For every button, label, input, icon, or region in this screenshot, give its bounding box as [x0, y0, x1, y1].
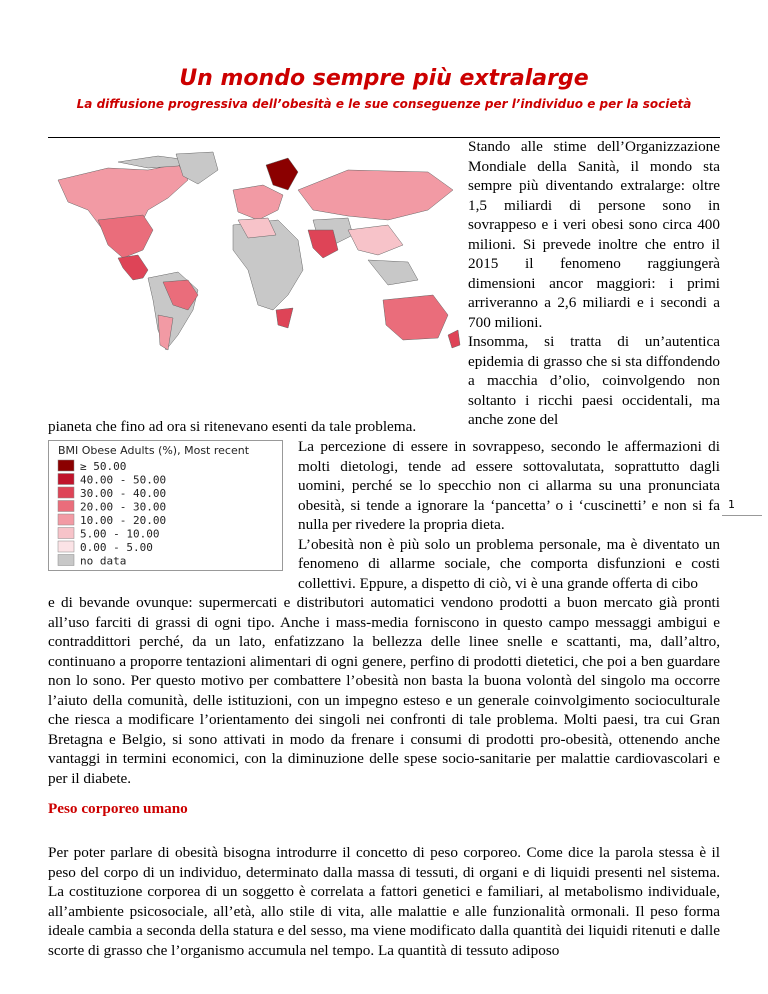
legend-label: ≥ 50.00 [80, 460, 127, 473]
map-legend [48, 440, 283, 571]
legend-label: 5.00 - 10.00 [80, 527, 160, 541]
paragraph-intro: Stando alle stime dell’Organizzazione Mondiale della Sanità, il mondo sta sempre più diventando extralarge: oltre 1,5 miliardi di persone sono in sovrappeso e i veri obesi sono circa 400 milioni. Si prevede inoltre che entro il 2015 il fenomeno raggiungerà dimensioni ancor maggiori: i primi arriveranno a 2,6 miliardi e i secondi a 700 milioni. [468, 138, 720, 331]
legend-swatch [58, 460, 74, 471]
paragraph-epidemic-end: pianeta che fino ad ora si ritenevano esenti da tale problema. [48, 418, 417, 435]
paragraph-perception: La percezione di essere in sovrappeso, secondo le affermazioni di molti dietologi, tende ad essere sottovalutata, soprattutto dagli uomini, perché se lo specchio non ci allarma su una pronunciata obesità, si tende a ignorare la ‘pancetta’ o i ‘cuscinetti’ e non si fa nulla per rivedere la propria dieta. [298, 438, 720, 533]
section-body: Per poter parlare di obesità bisogna introdurre il concetto di peso corporeo. Come dice la parola stessa è il peso del corpo di un individuo, determinato dalla massa di tessuti, di organi e di liquidi presenti nel sistema. La costituzione corporea di un soggetto è correlata a fattori genetici e familiari, al metabolismo individuale, all’ambiente psicosociale, all’età, allo stile di vita, alle malattie e alle funzionalità ormonali. Il peso forma ideale cambia a seconda della statura e del sesso, ma viene modificato dalla quantità dei liquidi ritenuti e dalle scorte di grasso che l’organismo accumula nel tempo. La quantità di tessuto adiposo [48, 844, 720, 959]
legend-label: no data [80, 554, 127, 568]
section-heading: Peso corporeo umano [48, 800, 188, 817]
legend-title: BMI Obese Adults (%), Most recent [58, 444, 250, 457]
legend-label: 30.00 - 40.00 [80, 487, 167, 500]
paragraph-epidemic: Insomma, si tratta di un’autentica epidemia di grasso che si sta diffondendo a macchia d’olio, coinvolgendo non soltanto i ricchi paesi occidentali, ma anche zone del [468, 333, 720, 428]
page-number-rule [722, 515, 762, 516]
legend-label: 0.00 - 5.00 [80, 541, 153, 554]
intro-column [468, 137, 720, 430]
legend-label: 40.00 - 50.00 [80, 473, 167, 487]
legend-swatch [58, 514, 74, 525]
document-title: Un mondo sempre più extralarge [179, 66, 589, 91]
legend-swatch [58, 528, 74, 539]
legend-swatch [58, 555, 74, 566]
legend-swatch [58, 541, 74, 552]
middle-column [298, 437, 720, 593]
legend-swatch [58, 487, 74, 498]
paragraph-social-continued: e di bevande ovunque: supermercati e distributori automatici vendono prodotti a buon mercato già pronti all’uso farciti di grassi di ogni tipo. Anche i mass-media forniscono in questo campo messaggi ambigui e contraddittori perché, da un lato, enfatizzano la bellezza delle linee snelle e scattanti, ma, dall’altro, continuano a proporre tentazioni alimentari di ogni genere, perfino di prodotti dietetici, che poi a ben guardare non lo sono. Per questo motivo per combattere l’obesità non basta la buona volontà del singolo ma occorre l’aiuto della comunità, delle istituzioni, con un impegno esteso e un generale coinvolgimento socioculturale che riesca a modificare l’orientamento dei singoli nei confronti di tale problema. Molti paesi, tra cui Gran Bretagna e Belgio, si sono attivati in modo da frenare i consumi di prodotti pro-obesità, ottenendo anche vantaggi in termini economici, con la diminuzione delle spese socio-sanitarie per malattie cardiovascolari e per il diabete. [48, 594, 720, 787]
page-number: 1 [728, 498, 735, 511]
world-obesity-map [48, 150, 464, 360]
legend-swatch [58, 474, 74, 485]
document-subtitle: La diffusione progressiva dell’obesità e le sue conseguenze per l’individuo e per la società [76, 97, 692, 111]
legend-swatch [58, 501, 74, 512]
paragraph-social: L’obesità non è più solo un problema personale, ma è diventato un fenomeno di allarme sociale, che comporta disfunzioni e costi collettivi. Eppure, a dispetto di ciò, vi è una grande offerta di cibo [298, 535, 720, 592]
legend-label: 20.00 - 30.00 [80, 500, 167, 514]
legend-label: 10.00 - 20.00 [80, 514, 167, 527]
